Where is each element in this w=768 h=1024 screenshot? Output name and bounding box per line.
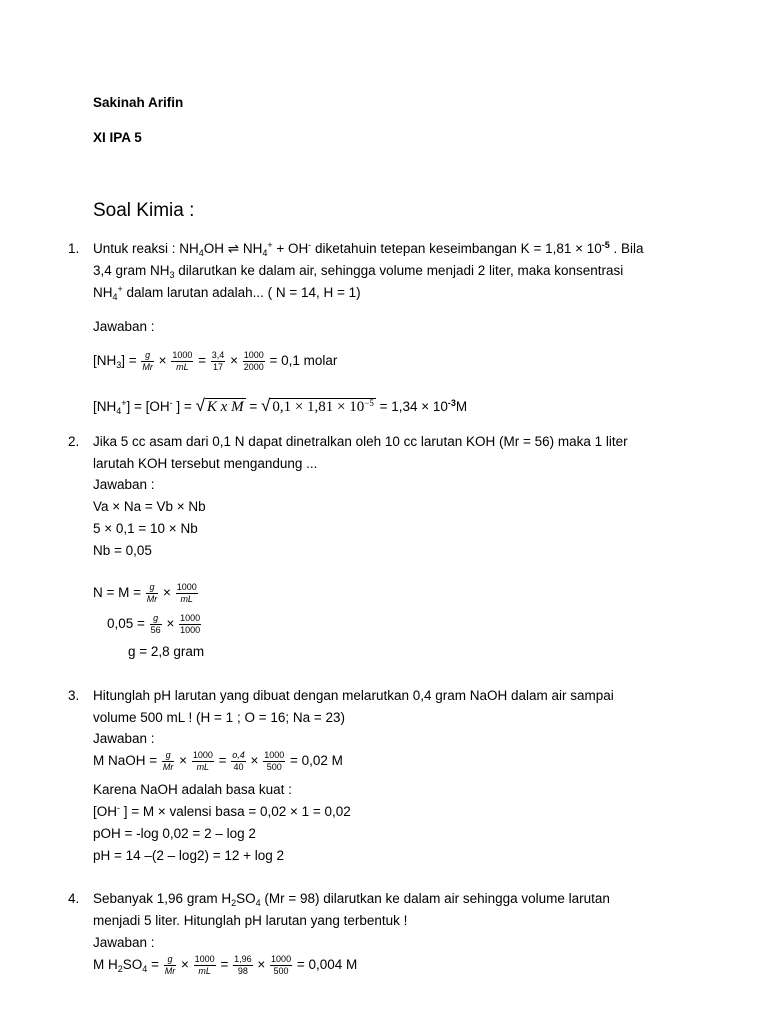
question-3-number: 3.	[68, 688, 80, 703]
question-2-line-2: larutah KOH tersebut mengandung ...	[93, 456, 318, 471]
question-3-equation-1: M NaOH = $\frac{g}{Mr}$ × $\frac{1000}{mL}$ = $\frac{o,4}{40}$ × $\frac{1000}{500}$ = 0,02 M	[93, 750, 343, 772]
question-2-equation-2: 0,05 = $\frac{g}{56}$ × $\frac{1000}{1000}$	[107, 613, 201, 635]
question-4-line-1: Sebanyak 1,96 gram $H_2SO_4$ (Mr = 98) dilarutkan ke dalam air sehingga volume larutan	[93, 891, 610, 908]
question-2-number: 2.	[68, 434, 80, 449]
question-4-line-2: menjadi 5 liter. Hitunglah pH larutan yang terbentuk !	[93, 913, 408, 928]
question-1-equation-2: $[NH_4^+] = [OH^-$ ] = √ K x M = √ $0,1 \times 1,81 \times 10^{-5} = 1,34 \times 10^{-3}M$	[93, 396, 468, 416]
question-1-number: 1.	[68, 241, 80, 256]
question-3-step-4: pH = 14 –(2 – log2) = 12 + log 2	[93, 848, 285, 863]
question-2-step-2: 5 × 0,1 = 10 × Nb	[93, 521, 198, 536]
question-3-step-1: Karena NaOH adalah basa kuat :	[93, 782, 292, 797]
question-2-result: g = 2,8 gram	[128, 644, 205, 659]
question-1-answer-label: Jawaban :	[93, 319, 155, 334]
question-1-line-3: $NH_4^+$ dalam larutan adalah... ( N = 14, H = 1)	[93, 284, 361, 302]
question-2-line-1: Jika 5 cc asam dari 0,1 N dapat dinetralkan oleh 10 cc larutan KOH (Mr = 56) maka 1 liter	[93, 434, 628, 449]
question-3-step-2: [OH- ] = M × valensi basa = 0,02 × 1 = 0,02	[93, 803, 351, 819]
question-3-line-1: Hitunglah pH larutan yang dibuat dengan melarutkan 0,4 gram NaOH dalam air sampai	[93, 688, 614, 703]
question-2-equation-1: N = M = $\frac{g}{Mr}$ × $\frac{1000}{mL}$	[93, 582, 197, 604]
question-2-step-1: Va × Na = Vb × Nb	[93, 499, 206, 514]
question-4-answer-label: Jawaban :	[93, 935, 155, 950]
question-2-step-3: Nb = 0,05	[93, 543, 152, 558]
question-3-answer-label: Jawaban :	[93, 731, 155, 746]
class-label: XI IPA 5	[93, 130, 142, 145]
question-1-equation-1: $[NH_3]$ = $\frac{g}{Mr}$ × $\frac{1000}{mL}$ = $\frac{3,4}{17}$ × $\frac{1000}{2000}$ = 0,1 molar	[93, 350, 338, 372]
question-3-step-3: pOH = -log 0,02 = 2 – log 2	[93, 826, 256, 841]
question-2-answer-label: Jawaban :	[93, 477, 155, 492]
question-3-line-2: volume 500 mL ! (H = 1 ; O = 16; Na = 23)	[93, 710, 345, 725]
question-1-line-1: Untuk reaksi : $NH_4OH$ ⇌ $NH_4^+ + OH^-$ diketahuin tetepan keseimbangan $K = 1,81 \times 10^{-5}$ . Bila	[93, 240, 644, 258]
question-4-number: 4.	[68, 891, 80, 906]
question-1-line-2: 3,4 gram $NH_3$ dilarutkan ke dalam air, sehingga volume menjadi 2 liter, maka konsentrasi	[93, 263, 624, 280]
question-4-equation-1: M $H_2SO_4$ = $\frac{g}{Mr}$ × $\frac{1000}{mL}$ = $\frac{1,96}{98}$ × $\frac{1000}{500}$ = 0,004 M	[93, 954, 358, 976]
author-name: Sakinah Arifin	[93, 95, 184, 110]
page-title: Soal Kimia :	[93, 200, 195, 221]
